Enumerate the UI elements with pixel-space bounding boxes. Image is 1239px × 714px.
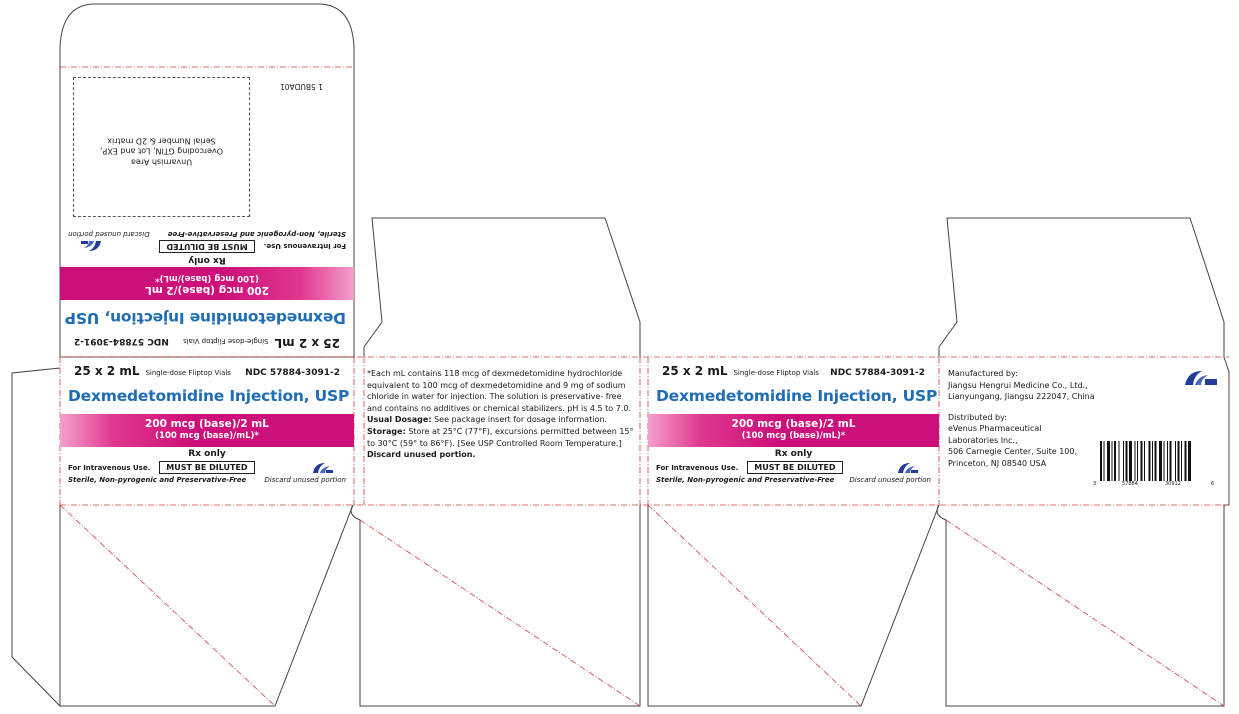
route-text: For Intravenous Use. [656,463,739,472]
sterile-text: Sterile, Non-pyrogenic and Preservative-Free [167,230,346,238]
pack-size: 25 x 2 mL [274,336,340,350]
ndc-number: NDC 57884-3091-2 [74,336,169,346]
distributor-line-2: Laboratories Inc., [948,435,1018,445]
discard-text: Discard unused portion [68,230,150,238]
bottom-flap-1 [60,505,353,706]
storage-text: Store at 25°C (77°F), excursions permitted between 15° to 30°C (59° to 86°F). [See USP Controlled Room Temperature.] [367,426,634,448]
unvarnish-line-2: Overcoding GTIN, Lot and EXP, [100,147,223,156]
upc-barcode [1098,441,1216,489]
glue-flap-outline [12,368,60,706]
discard-bold-text: Discard unused portion. [367,450,476,460]
dilute-warning: MUST BE DILUTED [159,240,254,253]
distributor-line-4: Princeton, NJ 08540 USA [948,458,1047,468]
sterile-text: Sterile, Non-pyrogenic and Preservative-Free [656,476,835,484]
rx-only: Rx only [188,255,226,265]
strength-band [648,414,939,447]
tuck-flap-outline [60,4,354,67]
dust-flap-top-1 [364,218,640,357]
usual-dosage-label: Usual Dosage: [367,415,432,425]
lot-code: 1 5BUDA01 [280,82,323,91]
strength-text: 200 mcg (base)/2 mL [145,418,269,430]
unvarnish-line-3: Serial Number & 2D matrix [107,136,216,146]
vial-type: Single-dose Fliptop Vials [733,369,819,377]
bottom-flap-3 [648,505,939,706]
distributor-line-1: eVenus Pharmaceutical [948,424,1042,433]
dust-flap-top-2 [939,218,1224,357]
vial-type: Single-dose Fliptop Vials [183,337,269,345]
manufacturer-name: Jiangsu Hengrui Medicine Co., Ltd., [948,380,1088,390]
vial-type: Single-dose Fliptop Vials [145,369,231,377]
composition-text: *Each mL contains 118 mcg of dexmedetomidine hydrochloride equivalent to 100 mcg of dexmedetomidine and 9 mg of sodium chloride in water for injection. The solution is preservative- free and contains no additives or chemical stabilizers. pH is 4.5 to 7.0. [367,369,632,413]
discard-text: Discard unused portion [849,476,931,484]
unvarnish-text [73,135,250,167]
distributed-by-label: Distributed by: [948,412,1007,422]
strength-text: 200 mcg (base)/2 mL [145,284,269,296]
manufacturer-address: Lianyungang, Jiangsu 222047, China [948,392,1095,401]
discard-text: Discard unused portion [264,476,346,484]
barcode-digit-2: 57884 [1122,481,1138,487]
storage-label: Storage: [367,426,406,436]
pack-size: 25 x 2 mL [662,364,728,378]
distributor-line-3: 506 Carnegie Center, Suite 100, [948,447,1078,456]
concentration-text: (100 mcg (base)/mL)* [155,431,259,441]
hengrui-logo-icon [80,241,102,253]
product-title: Dexmedetomidine Injection, USP [68,387,350,405]
concentration-text: (100 mcg (base)/mL)* [155,273,259,283]
hengrui-logo-icon [897,462,919,474]
concentration-text: (100 mcg (base)/mL)* [741,431,846,441]
route-text: For Intravenous Use. [263,242,346,251]
product-title: Dexmedetomidine Injection, USP [656,387,938,405]
dilute-warning: MUST BE DILUTED [747,461,842,474]
strength-band [60,414,354,447]
usual-dosage-text: See package insert for dosage information. [434,415,608,425]
side-info-panel [367,368,635,461]
hengrui-logo-icon [1184,370,1218,386]
sterile-text: Sterile, Non-pyrogenic and Preservative-Free [68,476,247,484]
route-text: For Intravenous Use. [68,463,151,472]
barcode-digit-4: 6 [1211,481,1215,487]
strength-band [60,267,354,300]
bottom-flap-4 [937,505,1224,706]
product-title: Dexmedetomidine Injection, USP [64,309,346,327]
unvarnish-line-1: Unvarnish Area [130,157,193,167]
strength-text: 200 mcg (base)/2 mL [731,418,856,430]
dilute-warning: MUST BE DILUTED [159,461,254,474]
front-panel-1 [60,364,354,504]
top-panel-label [60,222,354,350]
rx-only: Rx only [188,449,226,459]
front-panel-2 [648,364,939,504]
bottom-flap-2 [351,505,640,706]
pack-size: 25 x 2 mL [74,364,140,378]
right-edge [1224,357,1229,505]
barcode-digit-1: 3 [1093,481,1097,487]
ndc-number: NDC 57884-3091-2 [830,368,925,378]
manufactured-by-label: Manufactured by: [948,369,1018,378]
barcode-digit-3: 30912 [1165,481,1181,487]
rx-only: Rx only [774,449,813,459]
hengrui-logo-icon [312,462,334,474]
ndc-number: NDC 57884-3091-2 [245,368,340,378]
